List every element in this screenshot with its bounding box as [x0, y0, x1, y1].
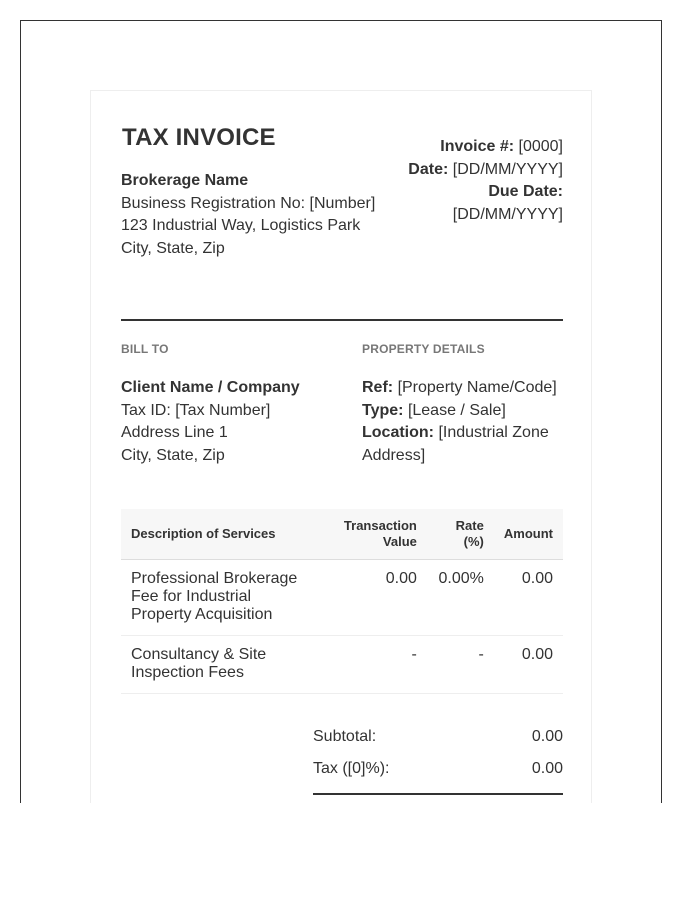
header-amount: Amount [494, 509, 563, 560]
company-registration: Business Registration No: [Number] [121, 194, 376, 212]
table-row [121, 636, 563, 694]
invoice-header [121, 91, 563, 320]
tax-row [313, 758, 563, 790]
property-details-label: PROPERTY DETAILS [362, 342, 485, 356]
company-name: Brokerage Name [121, 172, 249, 189]
property-details [362, 377, 567, 467]
invoice-number-label: Invoice #: [440, 138, 515, 155]
property-type-row [362, 400, 567, 423]
due-date-label: Due Date: [488, 183, 563, 200]
invoice-meta [383, 136, 563, 226]
bill-to-label: BILL TO [121, 342, 169, 356]
row-description: Consultancy & Site Inspection Fees [121, 636, 313, 694]
tax-value: 0.00 [531, 760, 563, 777]
invoice-content [121, 91, 563, 777]
invoice-date-label: Date: [408, 160, 449, 178]
row-amount: 0.00 [494, 636, 563, 694]
table-header-row [121, 509, 563, 560]
company-address: 123 Industrial Way, Logistics Park [121, 217, 361, 234]
subtotal-value: 0.00 [531, 728, 563, 745]
header-divider [121, 319, 563, 321]
property-ref-label: Ref: [362, 379, 394, 396]
header-description: Description of Services [121, 509, 313, 560]
property-ref-value: [Property Name/Code] [397, 379, 557, 396]
invoice-sheet [90, 90, 592, 803]
invoice-date-value: [DD/MM/YYYY] [452, 160, 563, 178]
services-table [121, 509, 563, 694]
bill-to-block [121, 342, 351, 467]
property-location-label: Location: [362, 424, 434, 441]
subtotal-label: Subtotal: [313, 728, 377, 745]
company-city: City, State, Zip [121, 239, 225, 257]
property-location-value: [Industrial Zone Address] [362, 424, 549, 464]
row-amount: 0.00 [494, 560, 563, 636]
totals-divider [313, 793, 563, 795]
due-date-label-row [383, 181, 563, 204]
property-type-label: Type: [362, 401, 404, 419]
property-ref-row [362, 377, 567, 400]
subtotal-row [313, 726, 563, 758]
document-viewport[interactable] [20, 20, 662, 803]
tax-label: Tax ([0]%): [313, 760, 390, 777]
property-details-block [362, 342, 567, 467]
bill-to-details [121, 377, 351, 467]
header-transaction-value: Transaction Value [313, 509, 427, 560]
property-location-row [362, 422, 567, 467]
invoice-date-row [383, 159, 563, 182]
table-row [121, 560, 563, 636]
totals-block [313, 726, 563, 795]
client-city: City, State, Zip [121, 446, 225, 464]
due-date-value: [DD/MM/YYYY] [452, 205, 563, 223]
client-name: Client Name / Company [121, 379, 300, 396]
client-tax-id: Tax ID: [Tax Number] [121, 401, 271, 419]
property-type-value: [Lease / Sale] [407, 401, 506, 419]
row-description: Professional Brokerage Fee for Industrial Property Acquisition [121, 560, 313, 636]
invoice-number-value: [0000] [518, 138, 563, 155]
header-rate: Rate (%) [427, 509, 494, 560]
due-date-value-row [383, 204, 563, 227]
client-address: Address Line 1 [121, 424, 228, 441]
invoice-title: TAX INVOICE [122, 124, 276, 151]
row-rate: 0.00% [427, 560, 494, 636]
row-transaction-value: 0.00 [313, 560, 427, 636]
invoice-number-row [383, 136, 563, 159]
company-block [121, 170, 381, 260]
row-transaction-value: - [313, 636, 427, 694]
row-rate: - [427, 636, 494, 694]
